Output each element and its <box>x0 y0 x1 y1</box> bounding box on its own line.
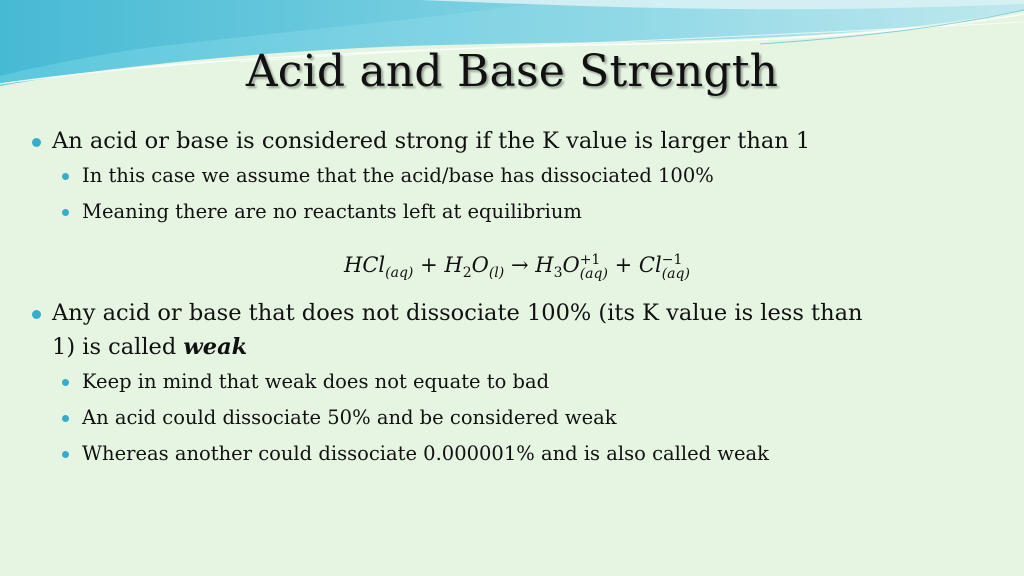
eq-water-state: (l) <box>488 265 505 282</box>
bullet-text-line2: 1) is called <box>52 334 184 360</box>
eq-hydronium-state: (aq) <box>579 265 608 282</box>
sub-bullet-dissociated <box>30 158 990 194</box>
bullet-dot-icon <box>62 415 69 422</box>
eq-hcl: HCl <box>344 253 386 277</box>
eq-h3: H <box>535 253 554 277</box>
eq-plus: + <box>420 253 438 277</box>
slide-body <box>30 124 990 472</box>
eq-hydronium-charge: +1 <box>579 251 601 268</box>
weak-emphasis: weak <box>183 334 248 360</box>
eq-o3: O <box>562 253 580 277</box>
eq-chloride-state: (aq) <box>661 265 690 282</box>
eq-h2-sub: 2 <box>462 265 472 282</box>
bullet-strong-definition <box>30 124 990 158</box>
slide-title: Acid and Base Strength <box>245 46 779 97</box>
bullet-text: Keep in mind that weak does not equate to bad <box>82 370 550 393</box>
sub-bullet-fifty-percent <box>30 400 990 436</box>
bullet-text: Whereas another could dissociate 0.000001% and is also called weak <box>82 442 769 465</box>
eq-arrow: → <box>510 253 529 277</box>
eq-chloride-charge: −1 <box>661 251 683 268</box>
eq-o: O <box>471 253 489 277</box>
bullet-dot-icon <box>62 173 69 180</box>
bullet-weak-definition <box>30 296 990 364</box>
sub-bullet-tiny-percent <box>30 436 990 472</box>
eq-h3-sub: 3 <box>553 265 563 282</box>
bullet-dot-icon <box>32 138 41 147</box>
sub-bullet-not-bad <box>30 364 990 400</box>
bullet-dot-icon <box>62 451 69 458</box>
bullet-text: In this case we assume that the acid/base has dissociated 100% <box>82 164 714 187</box>
bullet-text: Meaning there are no reactants left at equilibrium <box>82 200 582 223</box>
eq-cl: Cl <box>638 253 662 277</box>
eq-h: H <box>444 253 463 277</box>
dissociation-equation <box>30 230 990 296</box>
bullet-dot-icon <box>32 310 41 319</box>
bullet-text: An acid could dissociate 50% and be considered weak <box>82 406 617 429</box>
bullet-dot-icon <box>62 379 69 386</box>
bullet-text-line1: Any acid or base that does not dissociate 100% (its K value is less than <box>52 300 863 326</box>
bullet-dot-icon <box>62 209 69 216</box>
eq-plus: + <box>614 253 633 277</box>
eq-hydronium-charge-state <box>580 253 608 281</box>
eq-chloride-charge-state <box>662 253 690 281</box>
eq-hcl-state: (aq) <box>385 265 414 282</box>
bullet-text: An acid or base is considered strong if the K value is larger than 1 <box>52 128 811 154</box>
sub-bullet-no-reactants <box>30 194 990 230</box>
